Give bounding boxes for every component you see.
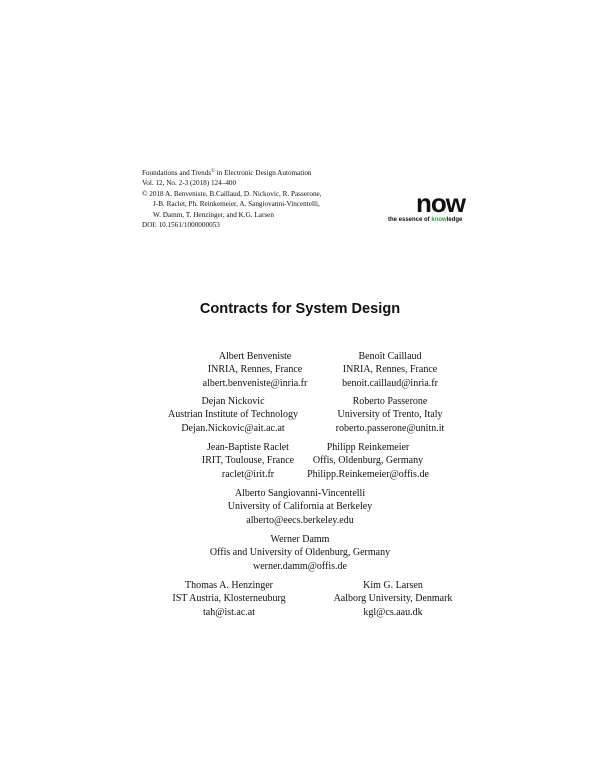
author-affiliation: University of California at Berkeley — [227, 501, 373, 513]
author-name: Roberto Passerone — [352, 396, 428, 407]
logo-wordmark: now — [416, 188, 465, 218]
author-block — [143, 579, 315, 619]
author-block — [150, 487, 450, 527]
author-name: Benoît Caillaud — [358, 351, 422, 362]
author-email: roberto.passerone@unitn.it — [335, 422, 445, 434]
author-email: benoit.caillaud@inria.fr — [342, 377, 438, 389]
author-affiliation: INRIA, Rennes, France — [342, 364, 438, 376]
author-email: raclet@irit.fr — [221, 468, 275, 480]
copyright-line-1: © 2018 A. Benveniste, B.Caillaud, D. Nickovic, R. Passerone, — [142, 189, 322, 198]
author-name: Thomas A. Henzinger — [184, 580, 274, 591]
copyright-line-2: J-B. Raclet, Ph. Reinkemeier, A. Sangiovanni-Vincentelli, — [153, 200, 320, 209]
author-email: Philipp.Reinkemeier@offis.de — [307, 468, 429, 480]
journal-name: Foundations and Trends© in Electronic Design Automation — [142, 169, 312, 177]
author-name: Dejan Nickovic — [201, 396, 265, 407]
author-affiliation: IRIT, Toulouse, France — [201, 455, 295, 467]
author-name: Albert Benveniste — [218, 351, 292, 362]
logo-tagline: the essence of knowledge — [388, 217, 463, 223]
author-name: Alberto Sangiovanni-Vincentelli — [234, 488, 366, 499]
author-block — [300, 395, 480, 435]
copyright-line-3: W. Damm, T. Henzinger, and K.G. Larsen — [153, 210, 274, 219]
author-affiliation: Aalborg University, Denmark — [333, 593, 453, 605]
author-block — [290, 441, 446, 481]
author-email: kgl@cs.aau.dk — [363, 606, 423, 618]
publisher-logo — [388, 190, 468, 228]
author-block — [140, 395, 326, 435]
author-name: Werner Damm — [270, 534, 330, 545]
author-email: albert.benveniste@inria.fr — [202, 377, 308, 389]
author-name: Philipp Reinkemeier — [326, 442, 410, 453]
author-block — [150, 533, 450, 573]
author-email: alberto@eecs.berkeley.edu — [246, 514, 354, 526]
author-block — [305, 350, 475, 390]
author-email: werner.damm@offis.de — [253, 560, 347, 572]
author-affiliation: Offis, Oldenburg, Germany — [312, 455, 424, 467]
journal-metadata — [142, 167, 322, 230]
author-block — [308, 579, 478, 619]
author-affiliation: INRIA, Rennes, France — [207, 364, 303, 376]
doi: DOI: 10.1561/1000000053 — [142, 221, 220, 230]
author-email: tah@ist.ac.at — [203, 606, 255, 618]
author-affiliation: IST Austria, Klosterneuburg — [172, 593, 286, 605]
author-name: Jean-Baptiste Raclet — [207, 442, 289, 453]
author-affiliation: University of Trento, Italy — [337, 409, 443, 421]
volume-info: Vol. 12, No. 2-3 (2018) 124–400 — [142, 179, 237, 188]
author-email: Dejan.Nickovic@ait.ac.at — [181, 422, 285, 434]
author-affiliation: Offis and University of Oldenburg, Germany — [209, 547, 391, 559]
author-name: Kim G. Larsen — [363, 580, 423, 591]
page-title: Contracts for System Design — [199, 301, 401, 317]
author-affiliation: Austrian Institute of Technology — [168, 409, 298, 421]
